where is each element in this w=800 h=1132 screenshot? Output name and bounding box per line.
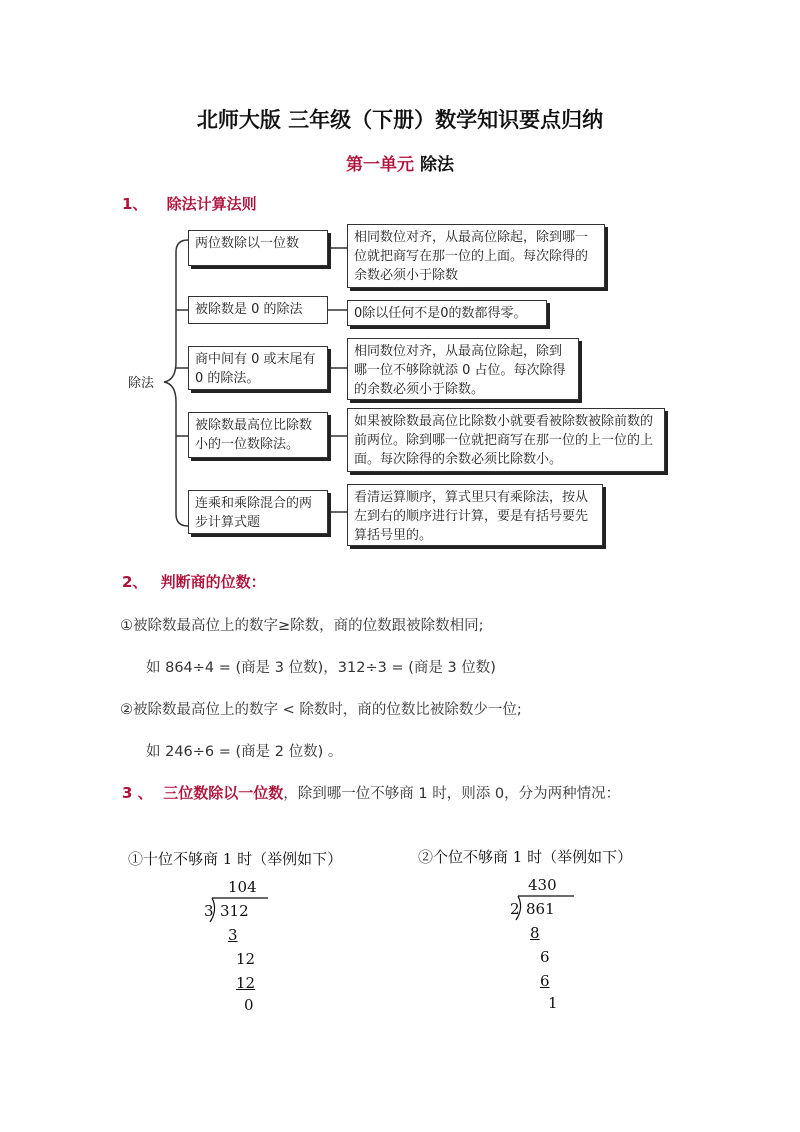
section3-paragraph <box>122 782 620 803</box>
section3-number: 3 、 <box>122 784 153 802</box>
section1-number: 1、 <box>122 195 148 213</box>
case1-dividend: 312 <box>220 902 249 920</box>
section3-title: 三位数除以一位数 <box>163 784 284 802</box>
long-division-example-2 <box>418 846 688 1016</box>
rule-description-box: 如果被除数最高位比除数小就要看被除数被除前数的前两位。除到哪一位就把商写在那一位的上一位的上面。每次除得的余数必须比除数小。 <box>347 408 665 472</box>
case2-step: 6 <box>540 972 550 990</box>
section2-title: 判断商的位数： <box>160 573 266 591</box>
section1-title: 除法计算法则 <box>166 195 257 213</box>
case1-divisor: 3 <box>204 902 214 920</box>
rule-description-box: 0除以任何不是0的数都得零。 <box>347 300 547 326</box>
rule-description-box: 相同数位对齐，从最高位除起，除到哪一位就把商写在那一位的上面。每次除得的余数必须小于除数 <box>347 224 605 288</box>
rule-name-box: 被除数最高位比除数小的一位数除法。 <box>188 412 328 458</box>
case2-step: 6 <box>540 948 550 966</box>
case2-dividend: 861 <box>526 900 555 918</box>
rule-description-box: 看清运算顺序，算式里只有乘除法，按从左到右的顺序进行计算，要是有括号要先算括号里的。 <box>347 484 603 546</box>
rule-name-box: 连乘和乘除混合的两步计算式题 <box>188 490 328 534</box>
case1-step: 0 <box>244 996 254 1014</box>
rule-name-box: 两位数除以一位数 <box>188 230 328 266</box>
unit-name: 除法 <box>419 155 454 175</box>
section2-heading <box>122 571 266 592</box>
case1-quotient: 104 <box>228 878 257 896</box>
case2-quotient: 430 <box>528 876 557 894</box>
long-division-example-1 <box>128 848 398 1018</box>
section2-number: 2、 <box>122 573 148 591</box>
section3-tail: ，除到哪一位不够商 1 时，则添 0，分为两种情况： <box>283 786 621 802</box>
case1-step: 12 <box>236 950 256 968</box>
page-title: 北师大版 三年级（下册）数学知识要点归纳 <box>196 108 604 132</box>
case2-step: 8 <box>530 924 540 942</box>
example-2-text: 如 246÷6 = (商是 2 位数) 。 <box>146 744 343 760</box>
section1-heading <box>122 193 257 214</box>
case2-caption: ②个位不够商 1 时（举例如下） <box>418 848 633 866</box>
case2-step: 1 <box>548 994 558 1012</box>
rule-name-box: 商中间有 0 或末尾有 0 的除法。 <box>188 346 328 390</box>
case1-step: 12 <box>236 974 256 992</box>
example-1-text: 如 864÷4 = (商是 3 位数)，312÷3 = (商是 3 位数) <box>146 660 496 676</box>
diagram-root-label: 除法 <box>128 376 155 391</box>
rule-description-box: 相同数位对齐，从最高位除起，除到哪一位不够除就添 0 占位。每次除得的余数必须小于除数。 <box>347 338 579 400</box>
case1-step: 3 <box>228 926 238 944</box>
unit-heading <box>0 150 800 175</box>
rule-2-text: ②被除数最高位上的数字 < 除数时，商的位数比被除数少一位; <box>120 702 522 718</box>
rule-name-box: 被除数是 0 的除法 <box>188 296 328 324</box>
unit-prefix: 第一单元 <box>346 155 415 175</box>
division-rules-diagram <box>120 222 682 552</box>
rule-1-text: ①被除数最高位上的数字≥除数，商的位数跟被除数相同; <box>120 618 484 634</box>
case2-divisor: 2 <box>510 900 520 918</box>
case1-caption: ①十位不够商 1 时（举例如下） <box>128 850 343 868</box>
